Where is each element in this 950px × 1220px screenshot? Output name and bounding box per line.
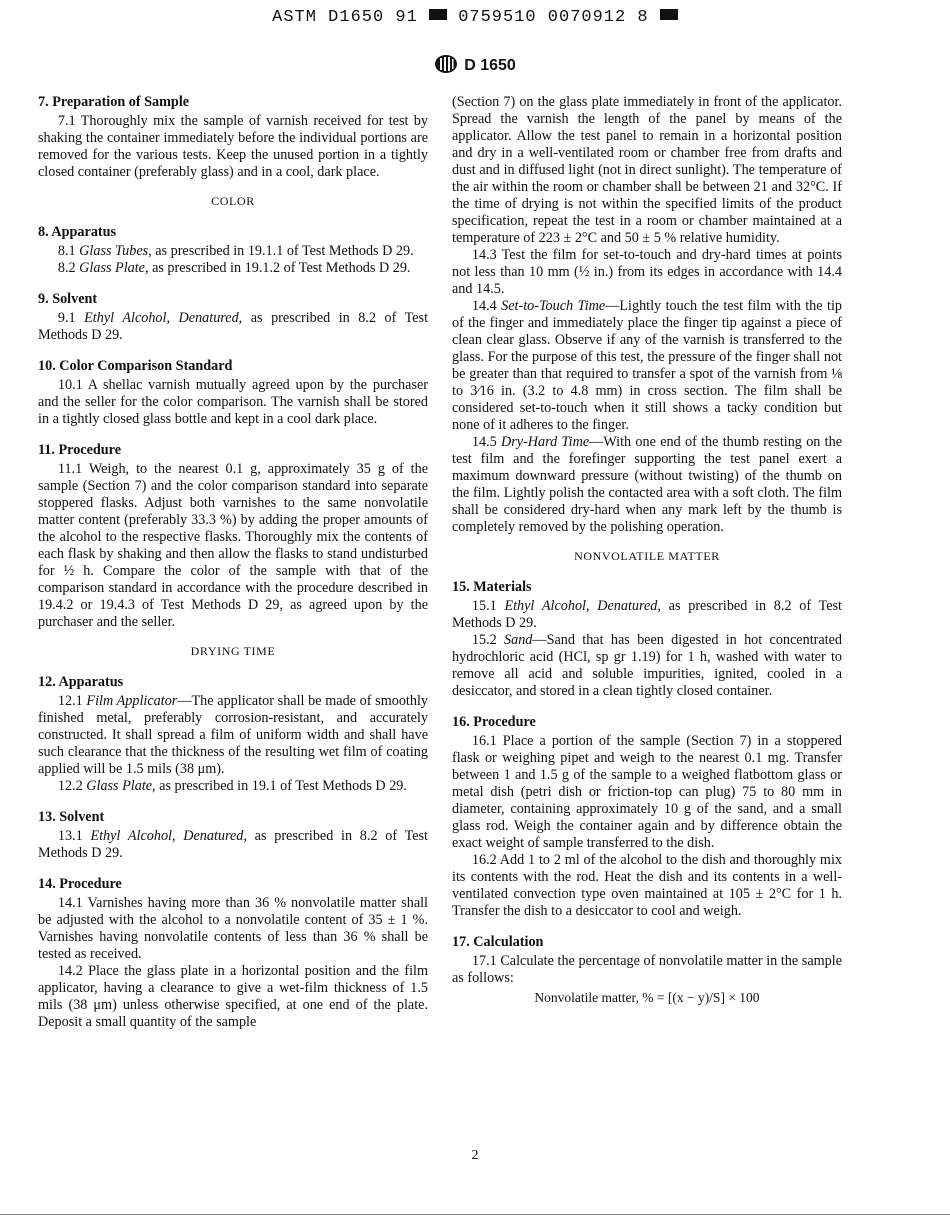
paragraph: 14.4 Set-to-Touch Time—Lightly touch the test film with the tip of the finger and immediately place the finger tip against a piece of clean clear glass. Observe if any of the varnish is transferred to the glass. For the purpose of this test, the pressure of the finger shall not be greater than that required to transfer a spot of the varnish from ⅛ to 3⁄16 in. (3.2 to 4.8 mm) in cross section. The film shall be considered set-to-touch when it still shows a tacky condition but none of it adheres to the finger. bbox=[452, 298, 843, 433]
paragraph: 13.1 Ethyl Alcohol, Denatured, as prescribed in 8.2 of Test Methods D 29. bbox=[38, 828, 428, 861]
paragraph: 17.1 Calculate the percentage of nonvolatile matter in the sample as follows: bbox=[452, 953, 842, 986]
astm-logo-icon bbox=[434, 54, 458, 74]
paragraph: 15.2 Sand—Sand that has been digested in hot concentrated hydrochloric acid (HCl, sp gr 1.19) for 1 h, washed with water to remove all acid and soluble impurities, ignited, cooled in a desiccator, and stored in a clean tightly closed container. bbox=[452, 632, 842, 699]
document-code-b: 0759510 0070912 8 bbox=[458, 8, 649, 27]
section-heading: 16. Procedure bbox=[452, 714, 536, 730]
section-heading: 13. Solvent bbox=[38, 809, 105, 825]
paragraph: 14.3 Test the film for set-to-touch and dry-hard times at points not less than 10 mm (½ in.) from its edges in accordance with 14.4 and 14.5. bbox=[452, 247, 842, 297]
section-heading: 15. Materials bbox=[452, 579, 532, 595]
paragraph: 11.1 Weigh, to the nearest 0.1 g, approximately 35 g of the sample (Section 7) and the color comparison standard into separate stoppered flasks. Adjust both varnishes to the same nonvolatile matter content (preferably 33.3 %) by adding the proper amounts of the alcohol to the respective flasks. Thoroughly mix the contents of each flask by shaking and then allow the flasks to stand undisturbed for ½ h. Compare the color of the sample with that of the comparison standard in accordance with the procedure described in 19.4.2 or 19.4.3 of Test Methods D 29, as agreed upon by the purchaser and the seller. bbox=[38, 461, 428, 630]
paragraph: 9.1 Ethyl Alcohol, Denatured, as prescribed in 8.2 of Test Methods D 29. bbox=[38, 310, 429, 343]
section-title: DRYING TIME bbox=[190, 644, 276, 658]
page-number: 2 bbox=[471, 1148, 479, 1163]
section-heading: 14. Procedure bbox=[38, 876, 122, 892]
paragraph: 8.1 Glass Tubes, as prescribed in 19.1.1 of Test Methods D 29. bbox=[57, 243, 414, 259]
section-heading: 12. Apparatus bbox=[38, 674, 124, 690]
paragraph: 12.1 Film Applicator—The applicator shall be made of smoothly finished metal, preferably corrosion-resistant, and accurately constructed. It shall spread a film of uniform width and shall have such clearance that the thickness of the resulting wet film of coating applied will be 1.5 mils (38 μm). bbox=[38, 693, 428, 777]
section-heading: 9. Solvent bbox=[38, 291, 98, 307]
paragraph: 16.1 Place a portion of the sample (Section 7) in a stoppered flask or weighing pipet and weigh to the nearest 0.1 mg. Transfer between 1 and 1.5 g of the sample to a weighed flatbottom glass or metal dish (petri dish or friction-top can plug) 75 to 80 mm in diameter, containing approximately 10 g of the sand, and a small glass rod. Weigh the container again and by difference obtain the exact weight of sample transferred to the dish. bbox=[452, 733, 842, 851]
paragraph: 8.2 Glass Plate, as prescribed in 19.1.2 of Test Methods D 29. bbox=[57, 260, 411, 276]
section-heading: 8. Apparatus bbox=[38, 224, 117, 240]
section-heading: 7. Preparation of Sample bbox=[38, 94, 190, 110]
paragraph: 14.1 Varnishes having more than 36 % nonvolatile matter shall be adjusted with the alcohol to a nonvolatile content of 35 ± 1 %. Varnishes having nonvolatile contents of less than 36 % shall be tested as received. bbox=[38, 895, 428, 962]
section-heading: 17. Calculation bbox=[452, 934, 544, 950]
document-code-a: ASTM D1650 91 bbox=[272, 8, 418, 27]
document-code-line bbox=[0, 8, 950, 27]
page-header bbox=[0, 54, 950, 75]
document-number: D 1650 bbox=[464, 57, 516, 74]
paragraph: 14.5 Dry-Hard Time—With one end of the thumb resting on the test film and the forefinger supporting the test panel exert a maximum downward pressure (without twisting) of the thumb on the film. Lightly polish the contacted area with a soft cloth. The film shall be considered dry-hard when any mark left by the thumb is completely removed by the polishing operation. bbox=[452, 434, 843, 535]
section-heading: 10. Color Comparison Standard bbox=[38, 358, 233, 374]
paragraph: 10.1 A shellac varnish mutually agreed upon by the purchaser and the seller for the color comparison. The varnish shall be stored in a tightly closed glass bottle and kept in a cool dark place. bbox=[38, 377, 428, 427]
right-column bbox=[452, 94, 842, 1006]
paragraph: 7.1 Thoroughly mix the sample of varnish received for test by shaking the container immediately before the individual portions are removed for the various tests. Keep the unused portion in a tightly closed container (preferably glass) and in a cool, dark place. bbox=[38, 113, 428, 180]
paragraph: (Section 7) on the glass plate immediately in front of the applicator. Spread the varnish the length of the panel by means of the applicator. Allow the test panel to remain in a horizontal position and dry in a well-ventilated room or chamber free from drafts and dust and in diffused light (not in direct sunlight). The temperature of the air within the room or chamber shall be between 21 and 32°C. If the time of drying is not within the specified limits of the product specification, repeat the test in a room or chamber maintained at a temperature of 223 ± 2°C and 50 ± 5 % relative humidity. bbox=[452, 94, 842, 246]
bottom-divider bbox=[0, 1214, 950, 1215]
paragraph: 16.2 Add 1 to 2 ml of the alcohol to the dish and thoroughly mix its contents with the rod. Heat the dish and its contents in a well-ventilated convection type oven maintained at 105 ± 2°C for 1 h. Transfer the dish to a desiccator to cool and weigh. bbox=[452, 852, 842, 919]
formula: Nonvolatile matter, % = [(x − y)/S] × 100 bbox=[534, 990, 760, 1005]
block-mark bbox=[660, 9, 678, 20]
left-column bbox=[38, 94, 428, 1031]
paragraph: 12.2 Glass Plate, as prescribed in 19.1 of Test Methods D 29. bbox=[57, 778, 407, 794]
section-title: NONVOLATILE MATTER bbox=[574, 549, 720, 563]
paragraph: 14.2 Place the glass plate in a horizontal position and the film applicator, having a clearance to give a wet-film thickness of 1.5 mils (38 μm) unless otherwise specified, at one end of the plate. Deposit a small quantity of the sample bbox=[38, 963, 428, 1030]
paragraph: 15.1 Ethyl Alcohol, Denatured, as prescribed in 8.2 of Test Methods D 29. bbox=[452, 598, 842, 631]
section-heading: 11. Procedure bbox=[38, 442, 122, 458]
section-title: COLOR bbox=[211, 194, 255, 208]
block-mark bbox=[429, 9, 447, 20]
